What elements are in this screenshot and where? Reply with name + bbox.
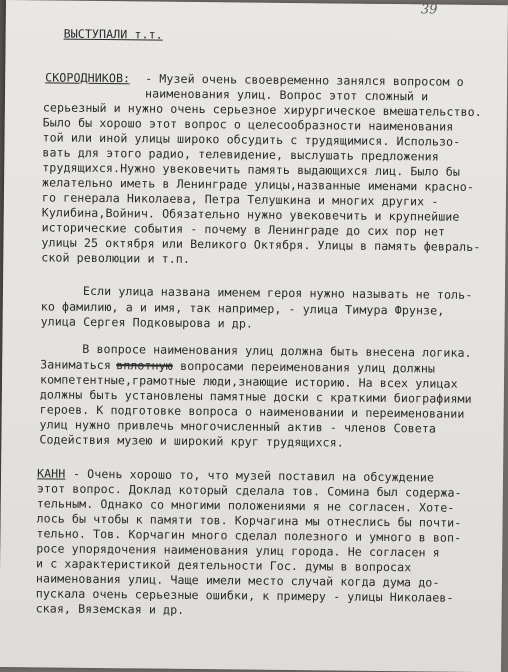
text-line: наименования улиц. Чаще имели место случай когда дума до- [35,571,440,590]
text-line: компетентные,грамотные люди,знающие историю. На всех улицах [39,372,458,391]
text-line: улица Сергея Подковырова и др. [40,314,254,331]
text-line: росе упорядочения наименования улиц города. Не согласен я [36,541,440,560]
text-line: наименования улиц. Вопрос этот сложный и [144,86,429,104]
text-line: Было бы хорошо этот вопрос о целесообразности наименования [42,115,454,134]
text-line: улицы 25 октября или Великого Октября. Улицы в память февраль- [41,235,481,254]
text-line: пускала очень серьезные ошибки, к примеру - улицы Николаев- [35,586,454,605]
text-line: этот вопрос. Доклад который сделала тов. Сомина был содержа- [36,481,462,500]
text-line: Содействия музею и широкий круг трудящихся. [39,432,344,450]
page-number: 39 [420,2,438,18]
text-line: должны быть установлены памятные доски с краткими биографиями [39,387,472,406]
text-line: го генерала Николаева, Петра Телушкина и многих других - [41,190,439,209]
text-line: желательно иметь в Ленинграде улицы,названные именами красно- [42,175,475,194]
text-line: В вопросе наименования улиц должна быть внесена логика. [82,341,472,360]
text-line: - Музей очень своевременно занялся вопросом о [145,71,464,89]
text-line: вать для этого радио, телевидение, выслушать предложения [42,145,439,164]
text-line: трудящихся.Нужно увековечить память выдающихся лиц. Было бы [42,160,461,179]
text-line: ская, Вяземская и др. [35,601,185,617]
text-line: вопросами переименования улиц должны [180,358,436,376]
text-line: исторические события - почему в Ленинграде до сих пор нет [41,220,446,239]
speaker-name-2: КАНН [36,466,66,481]
text-line: героев. К подготовке вопроса о наименовании и переименовании [39,402,465,421]
heading: ВЫСТУПАЛИ т.т. [63,26,163,42]
text-line: ской революции и т.п. [41,250,191,266]
text-line: серьезный и нужно очень серьезное хирургическое вмешательство. [42,100,482,119]
text-line: и с характеристикой деятельности Гос. думы в вопросах [36,556,412,575]
text-line: лось бы чтобы к памяти тов. Корчагина мы отнеслись бы почти- [36,511,462,530]
text-line: Кулибина,Войнич. Обязательно нужно увековечить и крупнейшие [41,205,460,224]
text-line: той или иной улицы широко обсудить с трудящимися. Использо- [42,130,461,149]
text-line: улиц нужно привлечь многочисленный актив - членов Совета [39,417,437,436]
speaker-name-1: СКОРОДНИКОВ: [45,70,131,86]
text-line: Заниматься [40,357,112,373]
text-line: тельным. Однако со многими положениями я не согласен. Хоте- [36,496,455,515]
text-line: тельно. Тов. Корчагин много сделал полезного и умного в воп- [36,526,462,545]
text-line: ко фамилию, а и имя, так например, - улица Тимура Фрунзе, [40,299,445,318]
struck-out-word: вплотную [116,358,173,373]
text-line: Если улица названа именем героя нужно называть не толь- [82,283,473,302]
text-line: - Очень хорошо то, что музей поставил на обсуждение [72,466,435,485]
